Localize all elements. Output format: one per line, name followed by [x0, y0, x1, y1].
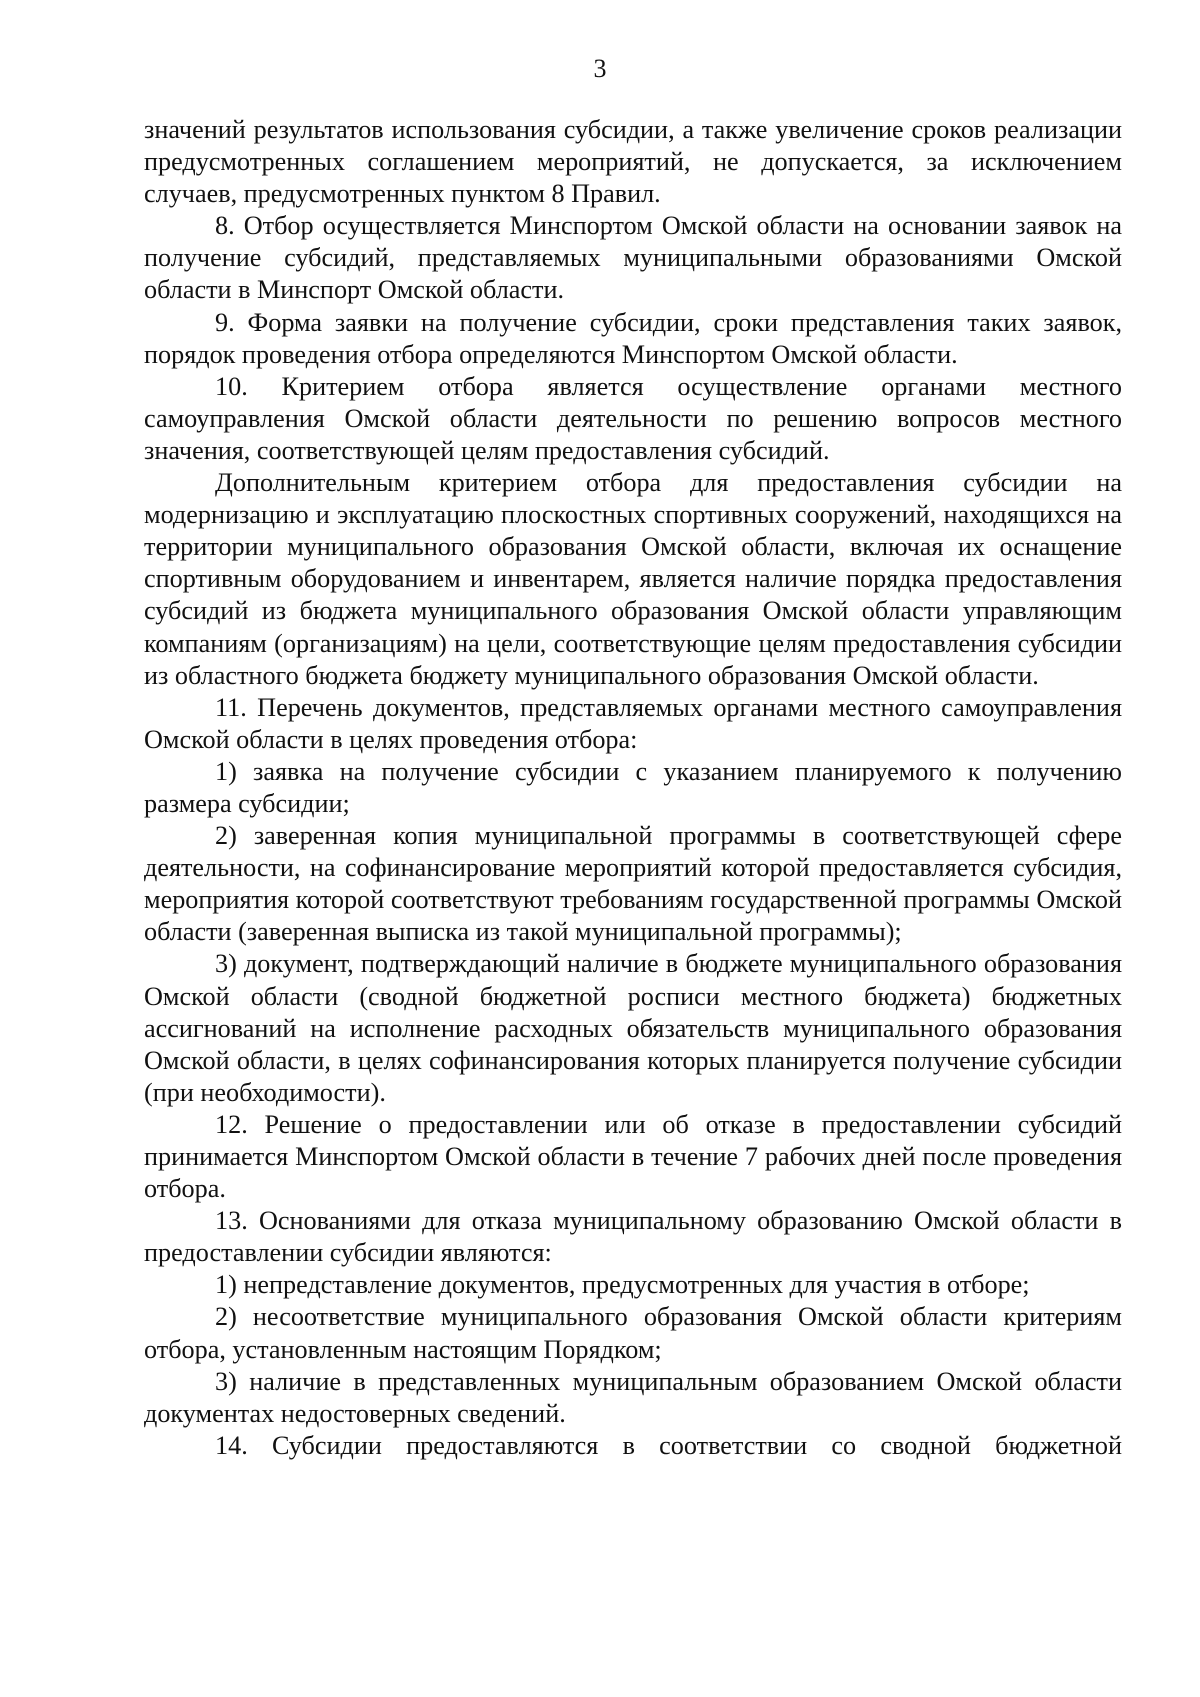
- paragraph-10-additional-criterion: Дополнительным критерием отбора для предоставления субсидии на модернизацию и эксплуатацию плоскостных спортивных сооружений, находящихся на территории муниципального образования Омской области, включая их оснащение спортивным оборудованием и инвентарем, является наличие порядка предоставления субсидий из бюджета муниципального образования Омской области управляющим компаниям (организациям) на цели, соответствующие целям предоставления субсидии из областного бюджета бюджету муниципального образования Омской области.: [144, 468, 1122, 690]
- paragraph-13-item-3: 3) наличие в представленных муниципальным образованием Омской области документах недостоверных сведений.: [144, 1366, 1122, 1428]
- paragraph-12: 12. Решение о предоставлении или об отказе в предоставлении субсидий принимается Минспортом Омской области в течение 7 рабочих дней после проведения отбора.: [144, 1109, 1122, 1204]
- paragraph-11-item-1: 1) заявка на получение субсидии с указанием планируемого к получению размера субсидии;: [144, 756, 1122, 818]
- paragraph-13: 13. Основаниями для отказа муниципальному образованию Омской области в предоставлении субсидии являются:: [144, 1206, 1122, 1268]
- document-body: [144, 114, 1122, 1462]
- paragraph-11: 11. Перечень документов, представляемых органами местного самоуправления Омской области в целях проведения отбора:: [144, 692, 1122, 754]
- paragraph-8: 8. Отбор осуществляется Минспортом Омской области на основании заявок на получение субсидий, представляемых муниципальными образованиями Омской области в Минспорт Омской области.: [144, 211, 1122, 305]
- paragraph-10: 10. Критерием отбора является осуществление органами местного самоуправления Омской области деятельности по решению вопросов местного значения, соответствующей целям предоставления субсидий.: [144, 371, 1122, 465]
- paragraph-continuation: значений результатов использования субсидии, а также увеличение сроков реализации предусмотренных соглашением мероприятий, не допускается, за исключением случаев, предусмотренных пунктом 8 Правил.: [144, 115, 1122, 209]
- paragraph-14: 14. Субсидии предоставляются в соответствии со сводной бюджетной: [215, 1430, 1122, 1460]
- paragraph-11-item-3: 3) документ, подтверждающий наличие в бюджете муниципального образования Омской области (сводной бюджетной росписи местного бюджета) бюджетных ассигнований на исполнение расходных обязательств муниципального образования Омской области, в целях софинансирования которых планируется получение субсидии (при необходимости).: [144, 949, 1122, 1107]
- paragraph-11-item-2: 2) заверенная копия муниципальной программы в соответствующей сфере деятельности, на софинансирование мероприятий которой предоставляется субсидия, мероприятия которой соответствуют требованиям государственной программы Омской области (заверенная выписка из такой муниципальной программы);: [144, 821, 1122, 947]
- paragraph-9: 9. Форма заявки на получение субсидии, сроки представления таких заявок, порядок проведения отбора определяются Минспортом Омской области.: [144, 307, 1122, 369]
- page-number: 3: [593, 54, 607, 83]
- paragraph-13-item-1: 1) непредставление документов, предусмотренных для участия в отборе;: [215, 1270, 1030, 1300]
- paragraph-13-item-2: 2) несоответствие муниципального образования Омской области критериям отбора, установленным настоящим Порядком;: [144, 1302, 1122, 1364]
